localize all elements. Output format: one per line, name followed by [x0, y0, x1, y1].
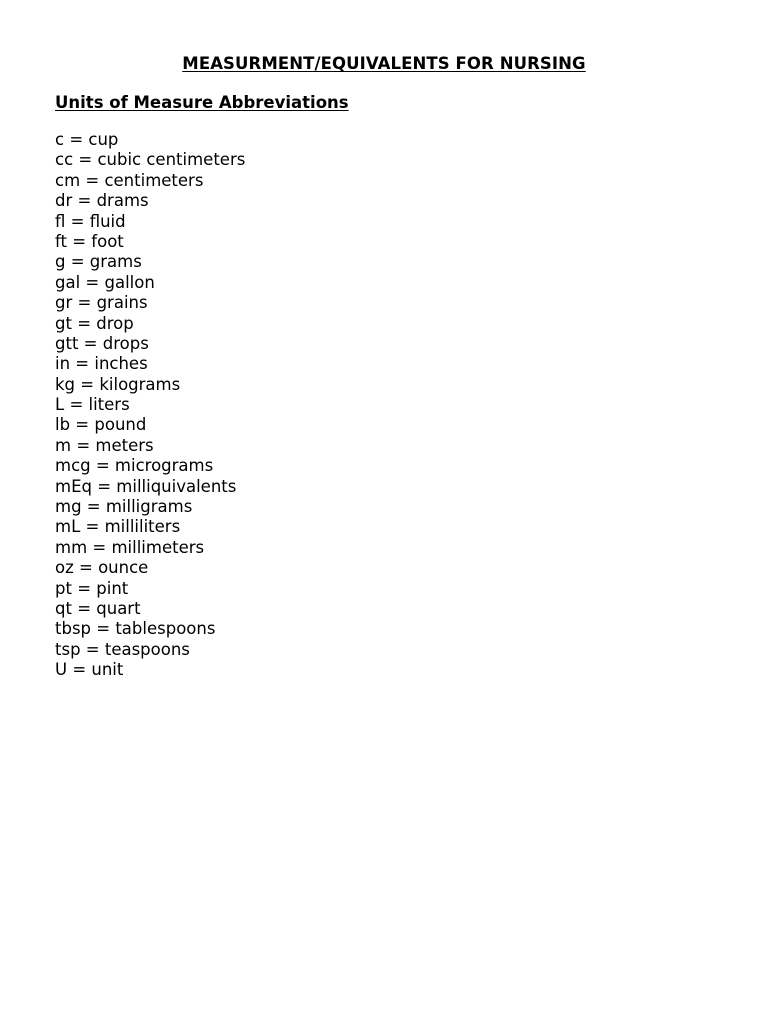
list-item: in = inches: [55, 354, 148, 374]
list-item: U = unit: [55, 660, 124, 680]
list-item: pt = pint: [55, 578, 129, 598]
list-item: cc = cubic centimeters: [55, 150, 246, 170]
list-item: tbsp = tablespoons: [55, 619, 216, 639]
list-item: mcg = micrograms: [55, 456, 214, 476]
list-item: mEq = milliquivalents: [55, 476, 237, 496]
list-item: cm = centimeters: [55, 170, 204, 190]
abbreviation-list: [55, 130, 245, 681]
list-item: gtt = drops: [55, 333, 149, 353]
list-item: kg = kilograms: [55, 374, 181, 394]
list-item: dr = drams: [55, 191, 149, 211]
list-item: gr = grains: [55, 293, 148, 313]
list-item: tsp = teaspoons: [55, 639, 190, 659]
list-item: gal = gallon: [55, 272, 155, 292]
list-item: mL = milliliters: [55, 517, 181, 537]
list-item: lb = pound: [55, 415, 147, 435]
list-item: L = liters: [55, 395, 130, 415]
document-title: MEASURMENT/EQUIVALENTS FOR NURSING: [182, 54, 586, 73]
list-item: qt = quart: [55, 598, 141, 618]
list-item: oz = ounce: [55, 558, 149, 578]
list-item: c = cup: [55, 130, 119, 149]
list-item: g = grams: [55, 252, 142, 272]
list-item: mm = millimeters: [55, 537, 205, 557]
section-heading: Units of Measure Abbreviations: [55, 93, 349, 112]
list-item: m = meters: [55, 435, 154, 455]
list-item: gt = drop: [55, 313, 134, 333]
list-item: mg = milligrams: [55, 497, 193, 517]
list-item: ft = foot: [55, 231, 124, 251]
list-item: fl = fluid: [55, 211, 126, 231]
